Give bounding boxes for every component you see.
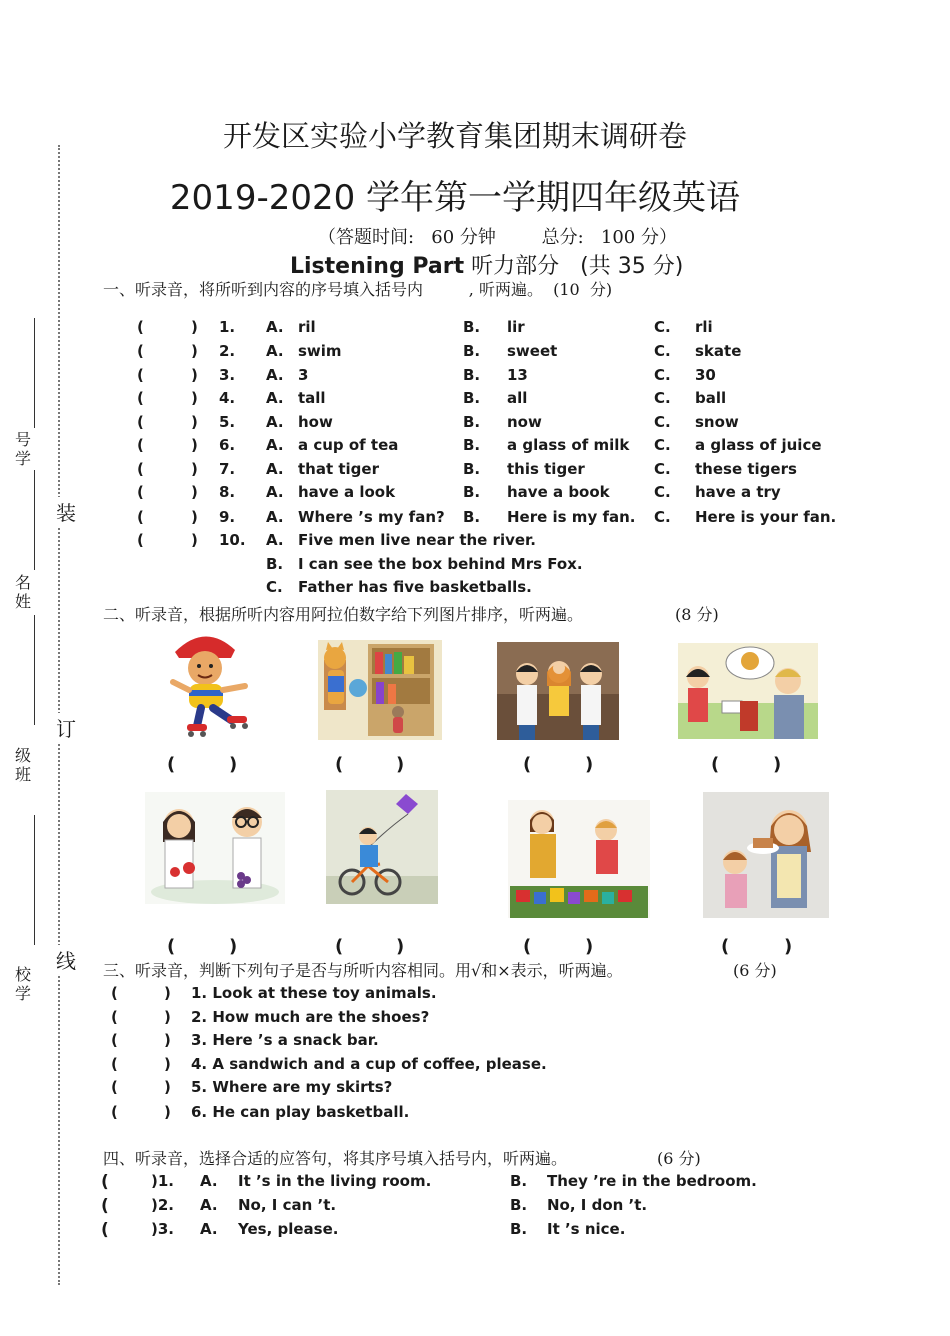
answer-paren-close: ) [191,366,198,384]
option-letter-b: B. [463,366,481,384]
answer-paren-close: ) [191,413,198,431]
answer-paren-close: ) [191,318,198,336]
answer-paren-close: ) [585,936,594,957]
answer-paren-close: ) [164,1103,171,1121]
option-a-text: Five men live near the river. [298,531,537,549]
option-letter-a: A. [266,318,284,336]
option-c-text: these tigers [695,460,797,478]
option-b-text: No, I don ’t. [547,1196,648,1214]
option-a-text: how [298,413,333,431]
option-c-text: Father has five basketballs. [298,578,532,596]
option-letter-a: A. [266,413,284,431]
option-b-text: Here is my fan. [507,508,636,526]
answer-paren-open: ( [335,754,344,775]
student-number-label: 号 学 [14,430,31,468]
binding-rule [34,470,35,570]
answer-paren-open: ( [167,754,176,775]
answer-paren-open: ( [101,1220,109,1240]
option-letter-a: A. [200,1172,218,1190]
answer-paren-open: ( [137,508,144,526]
section2-score: (8 分) [675,605,719,624]
binding-rule [34,615,35,725]
answer-paren-open: ( [101,1172,109,1192]
answer-paren-open: ( [523,754,532,775]
option-c-text: Here is your fan. [695,508,837,526]
option-letter-c: C. [654,436,671,454]
answer-paren-close: ) [191,483,198,501]
option-letter-b: B. [463,436,481,454]
option-letter-a: A. [266,531,284,549]
statement-text: 1. Look at these toy animals. [191,984,437,1002]
answer-paren-open: ( [111,1031,118,1049]
option-letter-b: B. [463,508,481,526]
answer-paren-open: ( [721,936,730,957]
question-number: 10. [219,531,246,549]
binding-rule [34,815,35,945]
option-a-text: that tiger [298,460,379,478]
picture-mother-and-daughter-cake [703,792,829,918]
option-letter-a: A. [266,389,284,407]
option-b-text: have a book [507,483,610,501]
question-number: 6. [219,436,236,454]
binding-char-xian: 线 [56,945,76,974]
answer-paren-close: ) [191,508,198,526]
picture-cat-and-mouse-bookshelf [318,640,442,740]
answer-paren-open: ( [523,936,532,957]
option-letter-b: B. [463,318,481,336]
binding-rule [34,318,35,428]
picture-boy-and-girl-apples [145,792,285,904]
option-a-text: tall [298,389,326,407]
option-b-text: a glass of milk [507,436,630,454]
picture-boy-riding-bike-kite [326,790,438,904]
option-a-text: a cup of tea [298,436,399,454]
option-letter-a: A. [266,436,284,454]
answer-paren-open: ( [111,1078,118,1096]
option-a-text: It ’s in the living room. [238,1172,432,1190]
question-number: 1. [219,318,236,336]
option-c-text: have a try [695,483,781,501]
option-a-text: No, I can ’t. [238,1196,337,1214]
option-letter-b: B. [463,483,481,501]
answer-paren-open: ( [335,936,344,957]
option-letter-c: C. [654,508,671,526]
option-b-text: this tiger [507,460,585,478]
option-letter-c: C. [654,389,671,407]
question-number: 2. [219,342,236,360]
school-title: 开发区实验小学教育集团期末调研卷 [222,119,687,153]
statement-text: 6. He can play basketball. [191,1103,410,1121]
option-c-text: skate [695,342,742,360]
answer-paren-close: ) [585,754,594,775]
option-a-text: 3 [298,366,309,384]
school-label: 校 学 [14,965,31,1003]
section2-instruction: 二、听录音，根据所听内容用阿拉伯数字给下列图片排序，听两遍。 [103,605,584,624]
answer-paren-close: ) [164,1055,171,1073]
option-c-text: ball [695,389,727,407]
option-a-text: Yes, please. [238,1220,339,1238]
binding-char-ding: 订 [56,713,76,742]
class-label: 级 班 [14,746,31,784]
option-letter-b: B. [463,413,481,431]
option-c-text: rli [695,318,713,336]
answer-paren-open: ( [137,460,144,478]
option-letter-c: C. [654,318,671,336]
option-a-text: swim [298,342,342,360]
option-b-text: 13 [507,366,528,384]
answer-paren-close: ) [784,936,793,957]
time-info: （答题时间: 60 分钟 总分: 100 分） [318,227,677,248]
answer-paren-open: ( [111,984,118,1002]
option-b-text: lir [507,318,525,336]
picture-girl-food-shop [678,643,818,739]
question-number: 3. [219,366,236,384]
option-letter-c: C. [654,413,671,431]
answer-paren-open: ( [111,1055,118,1073]
option-b-text: They ’re in the bedroom. [547,1172,757,1190]
answer-paren-close: ) [164,984,171,1002]
section3-instruction: 三、听录音，判断下列句子是否与所听内容相同。用√和×表示，听两遍。 [103,961,623,980]
option-a-text: have a look [298,483,396,501]
question-number: )3. [151,1220,174,1238]
section1-instruction: 一、听录音，将所听到内容的序号填入括号内 , 听两遍。 (10 分) [103,280,613,299]
answer-paren-open: ( [711,754,720,775]
answer-paren-open: ( [111,1008,118,1026]
part-heading-score: (共 35 分) [580,254,684,279]
picture-skating-boy [165,628,257,738]
answer-paren-close: ) [164,1078,171,1096]
option-letter-b: B. [510,1220,528,1238]
option-c-text: 30 [695,366,716,384]
question-number: 8. [219,483,236,501]
answer-paren-open: ( [137,342,144,360]
answer-paren-open: ( [137,531,144,549]
answer-paren-close: ) [164,1031,171,1049]
question-number: )2. [151,1196,174,1214]
answer-paren-close: ) [396,754,405,775]
option-letter-a: A. [266,342,284,360]
statement-text: 4. A sandwich and a cup of coffee, please. [191,1055,547,1073]
option-letter-c: C. [654,366,671,384]
question-number: 9. [219,508,236,526]
option-letter-b: B. [463,342,481,360]
option-b-text: all [507,389,528,407]
answer-paren-close: ) [164,1008,171,1026]
question-number: 4. [219,389,236,407]
answer-paren-close: ) [191,460,198,478]
name-label: 名 姓 [14,573,31,611]
answer-paren-open: ( [137,413,144,431]
section4-score: (6 分) [657,1149,701,1168]
section3-score: (6 分) [733,961,777,980]
option-letter-c: C. [654,483,671,501]
answer-paren-open: ( [167,936,176,957]
answer-paren-close: ) [229,754,238,775]
option-letter-a: A. [200,1196,218,1214]
answer-paren-open: ( [137,389,144,407]
option-c-text: a glass of juice [695,436,822,454]
answer-paren-open: ( [137,483,144,501]
answer-paren-open: ( [101,1196,109,1216]
binding-char-zhuang: 装 [56,497,76,526]
option-letter-a: A. [266,366,284,384]
answer-paren-close: ) [229,936,238,957]
statement-text: 3. Here ’s a snack bar. [191,1031,379,1049]
option-c-text: snow [695,413,739,431]
option-letter-b: B. [510,1172,528,1190]
option-letter-b: B. [510,1196,528,1214]
option-letter-a: A. [266,508,284,526]
option-letter-b: B. [463,389,481,407]
part-heading [290,249,683,280]
exam-title: 2019-2020 学年第一学期四年级英语 [169,178,741,218]
option-letter-c: C. [654,342,671,360]
part-heading-cn: 听力部分 [471,254,560,279]
option-letter-c: C. [266,578,283,596]
option-a-text: Where ’s my fan? [298,508,445,526]
answer-paren-open: ( [137,436,144,454]
option-letter-a: A. [200,1220,218,1238]
question-number: 5. [219,413,236,431]
question-number: 7. [219,460,236,478]
part-heading-en: Listening Part [290,254,465,279]
statement-text: 5. Where are my skirts? [191,1078,393,1096]
option-letter-b: B. [266,555,284,573]
answer-paren-open: ( [137,366,144,384]
answer-paren-open: ( [137,318,144,336]
picture-woman-and-girl-toys [508,800,650,918]
statement-text: 2. How much are the shoes? [191,1008,430,1026]
option-a-text: ril [298,318,316,336]
section4-instruction: 四、听录音，选择合适的应答句，将其序号填入括号内，听两遍。 [103,1149,568,1168]
option-b-text: now [507,413,542,431]
picture-three-children-doll [497,642,619,740]
option-letter-a: A. [266,460,284,478]
option-b-text: It ’s nice. [547,1220,626,1238]
answer-paren-close: ) [191,436,198,454]
answer-paren-open: ( [111,1103,118,1121]
answer-paren-close: ) [191,389,198,407]
option-b-text: sweet [507,342,558,360]
answer-paren-close: ) [773,754,782,775]
option-letter-a: A. [266,483,284,501]
option-b-text: I can see the box behind Mrs Fox. [298,555,583,573]
question-number: )1. [151,1172,174,1190]
option-letter-c: C. [654,460,671,478]
answer-paren-close: ) [191,531,198,549]
option-letter-b: B. [463,460,481,478]
answer-paren-close: ) [396,936,405,957]
answer-paren-close: ) [191,342,198,360]
